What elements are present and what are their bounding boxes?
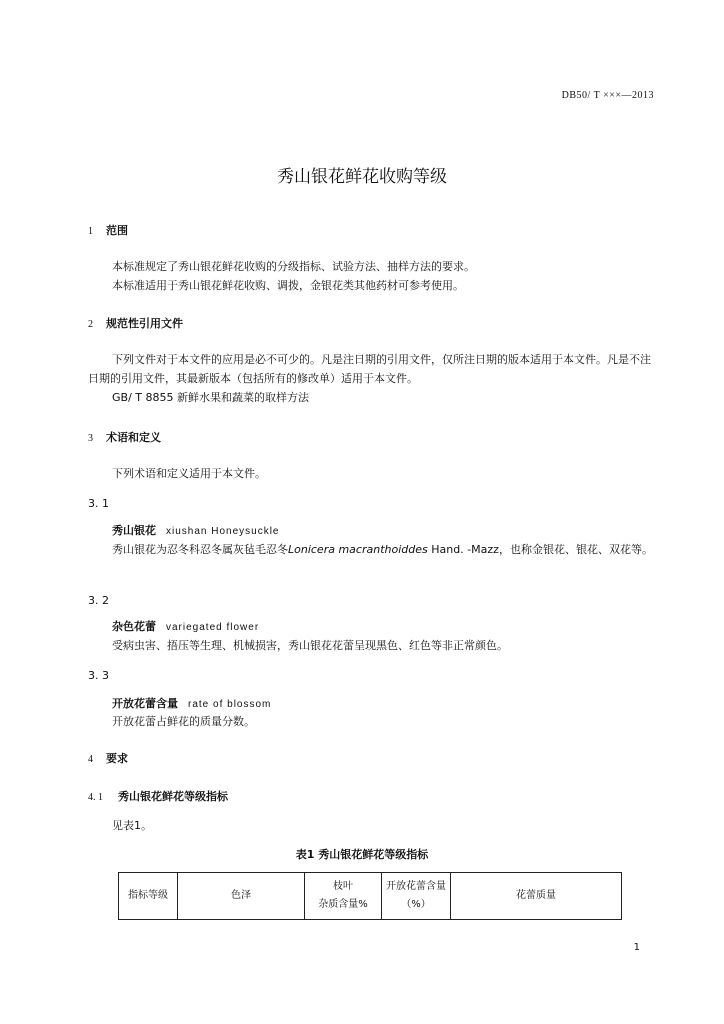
section-4-heading: [88, 750, 128, 766]
section-title: 要求: [106, 752, 128, 765]
section-number: 4: [88, 754, 93, 765]
table-caption: 表1 秀山银花鲜花等级指标: [295, 848, 429, 861]
term-name: 开放花蕾含量: [112, 697, 178, 710]
table-header-row: [119, 873, 622, 920]
term-name: 秀山银花: [112, 524, 156, 537]
section-title: 范围: [106, 224, 128, 237]
subsection-4-1-heading: [88, 788, 228, 804]
paragraph: 下列术语和定义适用于本文件。: [112, 467, 266, 480]
definition-text: 秀山银花为忍冬科忍冬属灰毡毛忍冬: [112, 543, 288, 556]
term-heading: [112, 694, 271, 714]
term-definition: 受病虫害、捂压等生理、机械损害，秀山银花花蕾呈现黑色、红色等非正常颜色。: [112, 639, 508, 652]
definition-text: Hand. -Mazz，也称金银花、银花、双花等。: [427, 543, 653, 556]
term-definition: [88, 540, 658, 559]
document-number: DB50/ T ×××—2013: [561, 90, 654, 101]
latin-name: Lonicera macranthoiddes: [288, 543, 428, 556]
term-heading: [112, 521, 280, 541]
term-english: xiushan Honeysuckle: [166, 526, 280, 537]
header-color: 色泽: [178, 873, 305, 920]
paragraph: 本标准适用于秀山银花鲜花收购、调拨，金银花类其他药材可参考使用。: [112, 279, 464, 292]
page-number: 1: [633, 942, 640, 953]
reference-item: GB/ T 8855 新鲜水果和蔬菜的取样方法: [112, 391, 309, 404]
paragraph: 本标准规定了秀山银花鲜花收购的分级指标、试验方法、抽样方法的要求。: [112, 260, 475, 273]
term-number: 3. 2: [88, 594, 109, 607]
section-2-heading: [88, 315, 183, 331]
header-open-bud: 开放花蕾含量 （%）: [382, 873, 451, 920]
section-number: 4. 1: [88, 792, 103, 803]
term-english: variegated flower: [166, 622, 260, 633]
section-title: 术语和定义: [106, 431, 161, 444]
section-number: 2: [88, 319, 93, 330]
term-name: 杂色花蕾: [112, 620, 156, 633]
section-number: 1: [88, 226, 93, 237]
header-impurity: 枝叶 杂质含量%: [305, 873, 382, 920]
section-1-heading: [88, 222, 128, 238]
paragraph: 见表1。: [112, 819, 152, 832]
header-grade: 指标等级: [119, 873, 178, 920]
section-title: 规范性引用文件: [106, 317, 183, 330]
grade-table: [118, 872, 622, 920]
term-number: 3. 1: [88, 497, 109, 510]
term-english: rate of blossom: [188, 699, 272, 710]
term-heading: [112, 617, 259, 637]
section-title: 秀山银花鲜花等级指标: [118, 790, 228, 803]
header-bud-quality: 花蕾质量: [451, 873, 622, 920]
term-number: 3. 3: [88, 669, 109, 682]
term-definition: 开放花蕾占鲜花的质量分数。: [112, 715, 255, 728]
section-3-heading: [88, 429, 161, 445]
document-title: 秀山银花鲜花收购等级: [277, 167, 447, 187]
section-number: 3: [88, 433, 93, 444]
paragraph: 下列文件对于本文件的应用是必不可少的。凡是注日期的引用文件，仅所注日期的版本适用于本文件。凡是不注日期的引用文件，其最新版本（包括所有的修改单）适用于本文件。: [88, 353, 651, 385]
